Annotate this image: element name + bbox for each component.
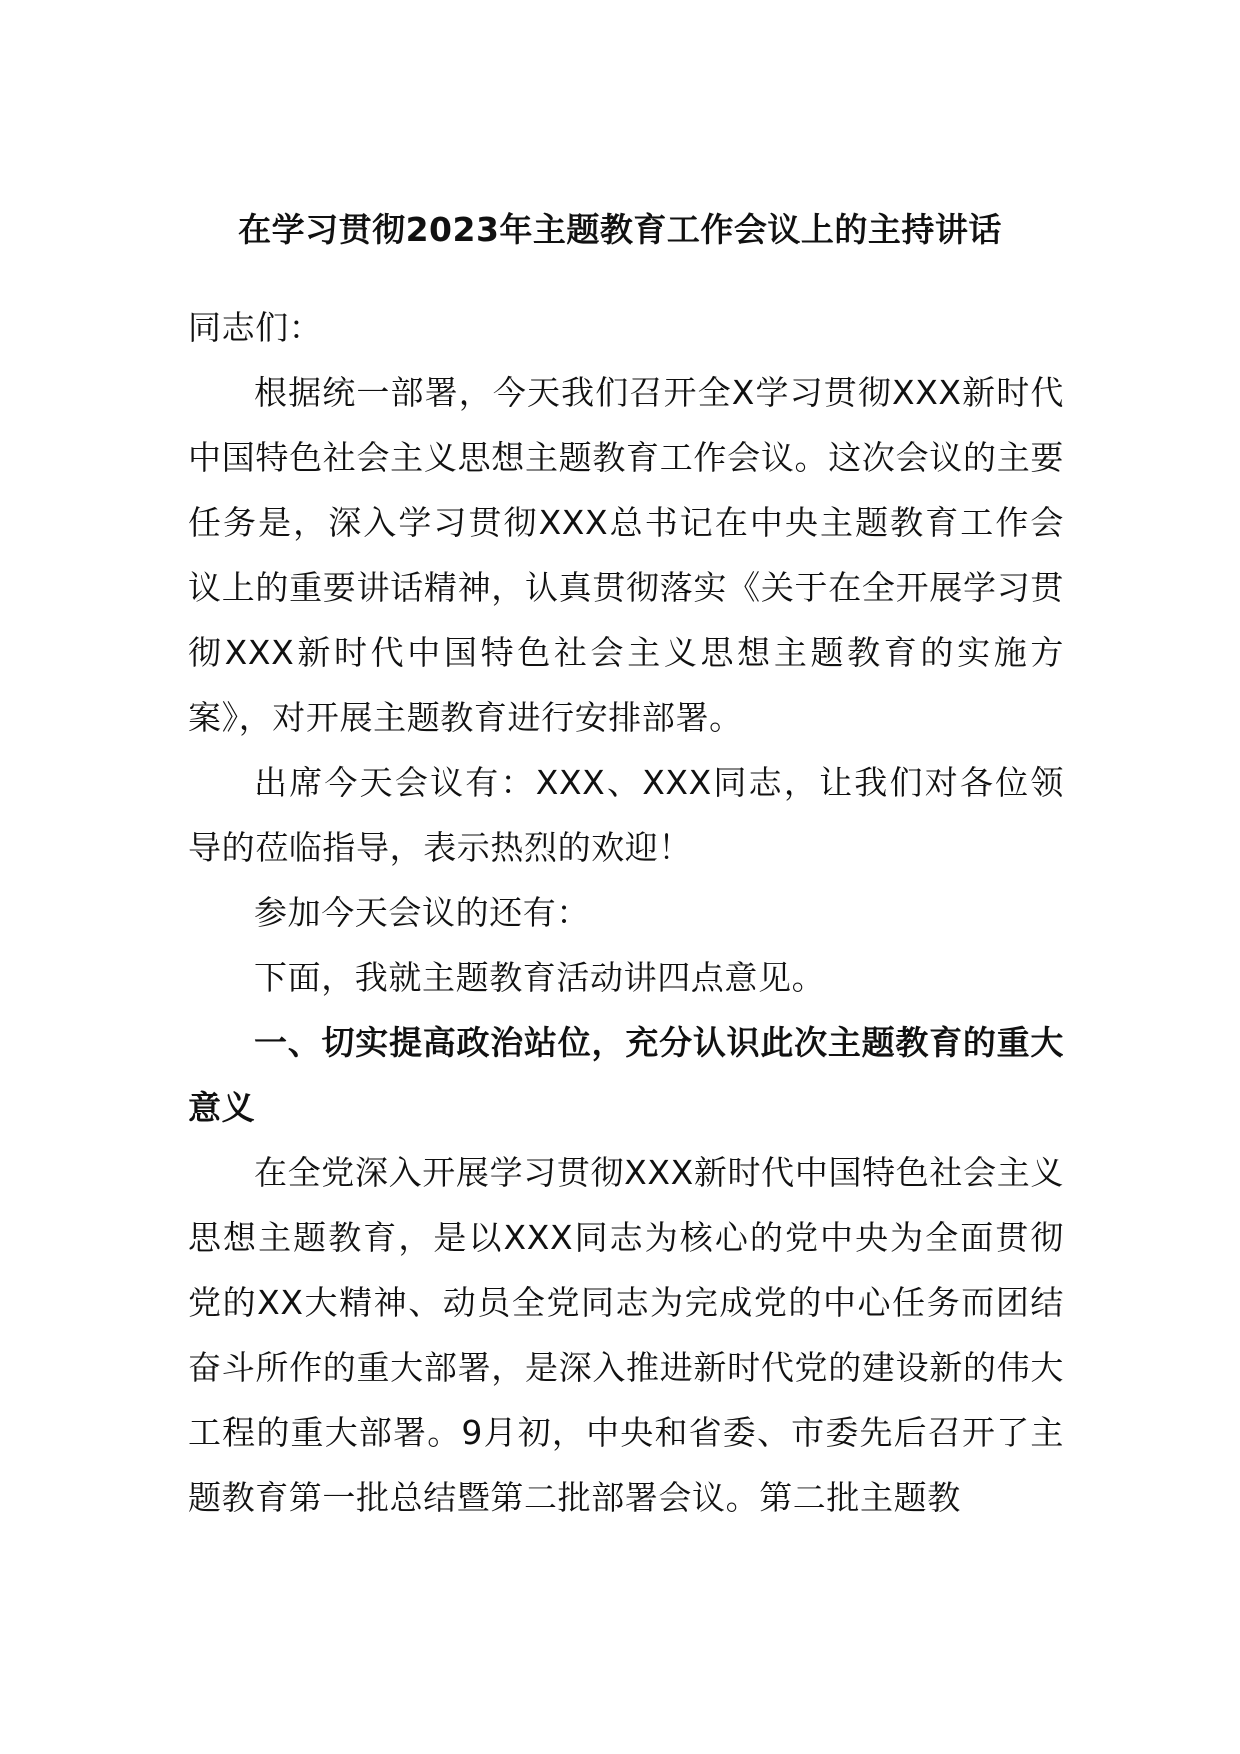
paragraph-intro: 根据统一部署，今天我们召开全X学习贯彻XXX新时代中国特色社会主义思想主题教育工作会议。这次会议的主要任务是，深入学习贯彻XXX总书记在中央主题教育工作会议上的重要讲话精神，认真贯彻落实《关于在全开展学习贯彻XXX新时代中国特色社会主义思想主题教育的实施方案》，对开展主题教育进行安排部署。	[188, 373, 1064, 737]
section-heading-1: 一、切实提高政治站位，充分认识此次主题教育的重大意义	[188, 1023, 1064, 1127]
paragraph-attendees-leaders: 出席今天会议有：XXX、XXX同志，让我们对各位领导的莅临指导，表示热烈的欢迎！	[188, 763, 1064, 867]
salutation: 同志们：	[188, 308, 323, 347]
document-title: 在学习贯彻2023年主题教育工作会议上的主持讲话	[238, 210, 1002, 249]
paragraph-attendees-others: 参加今天会议的还有：	[254, 893, 590, 932]
document-body	[188, 295, 1064, 1530]
paragraph-outline: 下面，我就主题教育活动讲四点意见。	[254, 958, 826, 997]
section-1-paragraph: 在全党深入开展学习贯彻XXX新时代中国特色社会主义思想主题教育，是以XXX同志为核心的党中央为全面贯彻党的XX大精神、动员全党同志为完成党的中心任务而团结奋斗所作的重大部署，是深入推进新时代党的建设新的伟大工程的重大部署。9月初，中央和省委、市委先后召开了主题教育第一批总结暨第二批部署会议。第二批主题教	[188, 1153, 1064, 1517]
